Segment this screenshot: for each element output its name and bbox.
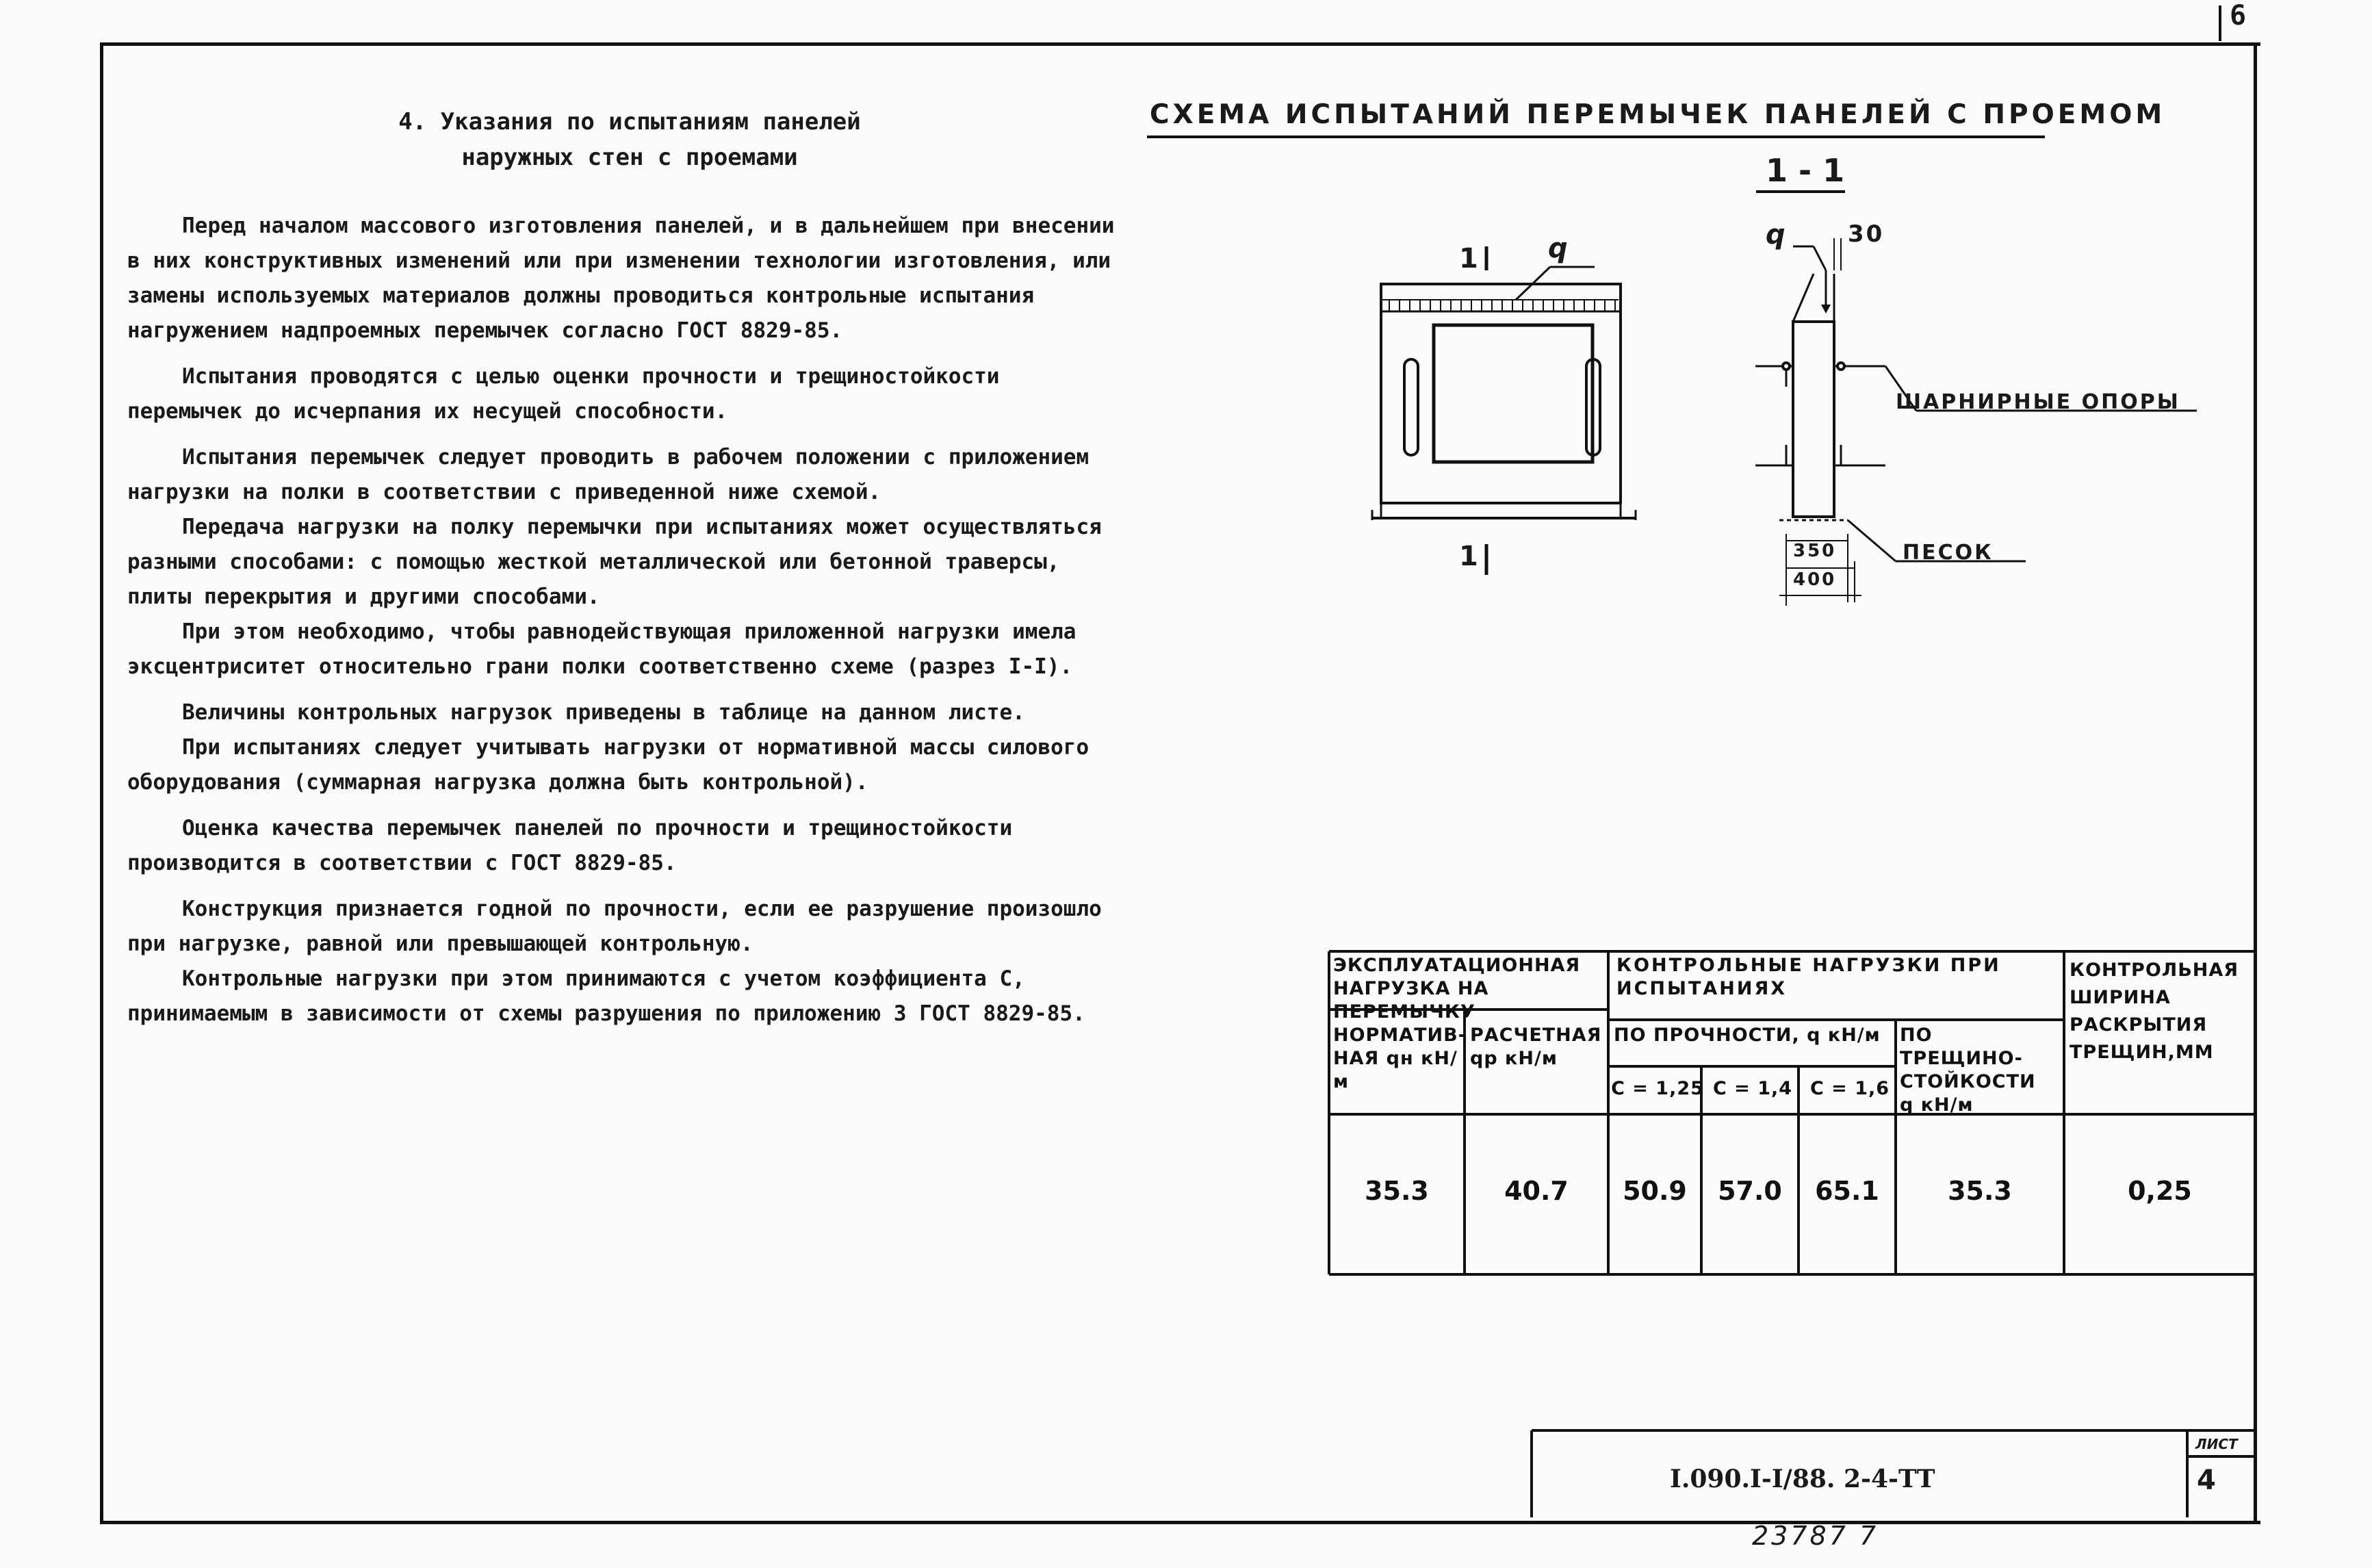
- header-crack-resistance: ПО ТРЕЩИНО-СТОЙКОСТИ q кН/м: [1900, 1025, 2036, 1116]
- cut-label-top: 1: [1459, 243, 1480, 274]
- value-crack-resistance: 35.3: [1948, 1176, 2012, 1206]
- paragraph: При испытаниях следует учитывать нагрузки от нормативной массы силового оборудования (суммарная нагрузка должна быть контрольной).: [127, 735, 1090, 795]
- cut-label-bottom: 1: [1459, 541, 1480, 572]
- dim-30: 30: [1848, 220, 1885, 248]
- paragraph: Испытания перемычек следует проводить в рабочем положении с приложением нагрузки на полки в соответствии с приведенной ниже схемой.: [127, 445, 1090, 504]
- header-control: КОНТРОЛЬНЫЕ НАГРУЗКИ ПРИ ИСПЫТАНИЯХ: [1616, 955, 2001, 999]
- top-page-number: 6: [2230, 0, 2247, 31]
- window-opening: [1434, 325, 1593, 462]
- value-design: 40.7: [1504, 1176, 1569, 1206]
- load-label: q: [1548, 233, 1570, 264]
- paragraph: Передача нагрузки на полку перемычки при испытаниях может осуществляться разными способами: с помощью жесткой металлической или бетонной траверсы, плиты перекрытия и другими способами.: [127, 515, 1102, 609]
- value-c125: 50.9: [1623, 1176, 1687, 1206]
- value-crack-width: 0,25: [2128, 1176, 2192, 1206]
- section-title-line2: наружных стен с проемами: [461, 144, 798, 171]
- header-design: РАСЧЕТНАЯ qр кН/м: [1470, 1025, 1602, 1069]
- header-crack-width: КОНТРОЛЬНАЯ ШИРИНА РАСКРЫТИЯ ТРЕЩИН,ММ: [2070, 960, 2239, 1063]
- header-exploit: ЭКСПЛУАТАЦИОННАЯ НАГРУЗКА НА ПЕРЕМЫЧКУ: [1333, 955, 1581, 1023]
- scheme-title: СХЕМА ИСПЫТАНИЙ ПЕРЕМЫЧЕК ПАНЕЛЕЙ С ПРОЕМОМ: [1150, 99, 2166, 130]
- inventory-number: 23787 7: [1752, 1521, 1879, 1551]
- value-c16: 65.1: [1815, 1176, 1879, 1206]
- control-loads-table: [1329, 949, 2256, 1273]
- paragraph: Оценка качества перемычек панелей по прочности и трещиностойкости производится в соответствии с ГОСТ 8829-85.: [127, 816, 1013, 875]
- paragraph: Испытания проводятся с целью оценки прочности и трещиностойкости перемычек до исчерпания их несущей способности.: [127, 364, 1000, 424]
- c-value: C = 1,4: [1712, 1078, 1793, 1099]
- section-mark: 1 - 1: [1766, 152, 1845, 189]
- section-wall: [1793, 322, 1834, 517]
- sheet-label: ЛИСТ: [2195, 1436, 2238, 1452]
- dim-350: 350: [1793, 541, 1837, 561]
- paragraph: Контрольные нагрузки при этом принимаются с учетом коэффициента С, принимаемым в зависимости от схемы разрушения по приложению 3 ГОСТ 8829-85.: [127, 966, 1085, 1026]
- side-slot-left: [1404, 359, 1418, 455]
- paragraph: Величины контрольных нагрузок приведены в таблице на данном листе.: [182, 700, 1025, 725]
- dim-400: 400: [1793, 569, 1837, 590]
- header-normative: НОРМАТИВ-НАЯ qн кН/м: [1333, 1025, 1467, 1092]
- header-strength: ПО ПРОЧНОСТИ, q кН/м: [1614, 1025, 1881, 1046]
- sand-label: ПЕСОК: [1903, 541, 1994, 565]
- paragraph: Конструкция признается годной по прочности, если ее разрушение произошло при нагрузке, равной или превышающей контрольную.: [127, 897, 1102, 956]
- value-normative: 35.3: [1365, 1176, 1429, 1206]
- load-label-section: q: [1766, 219, 1788, 250]
- paragraph: Перед началом массового изготовления панелей, и в дальнейшем при внесении в них конструктивных изменений или при изменении технологии изготовления, или замены используемых материалов должны проводиться контрольные испытания нагружением надпроемных перемычек согласно ГОСТ 8829-85.: [127, 214, 1115, 343]
- sheet-number: 4: [2197, 1465, 2216, 1496]
- document-code: I.090.I-I/88. 2-4-ТТ: [1670, 1465, 1935, 1493]
- c-value: C = 1,6: [1809, 1078, 1890, 1099]
- section-title-line1: 4. Указания по испытаниям панелей: [398, 108, 861, 136]
- panel-elevation: [1372, 246, 1636, 575]
- value-c14: 57.0: [1718, 1176, 1782, 1206]
- load-arrows: [1389, 300, 1615, 311]
- paragraph: При этом необходимо, чтобы равнодействующая приложенной нагрузки имела эксцентриситет относительно грани полки соответственно схеме (разрез I-I).: [127, 619, 1077, 679]
- hinge-supports-label: ШАРНИРНЫЕ ОПОРЫ: [1896, 390, 2180, 414]
- c-value: C = 1,25: [1611, 1078, 1704, 1099]
